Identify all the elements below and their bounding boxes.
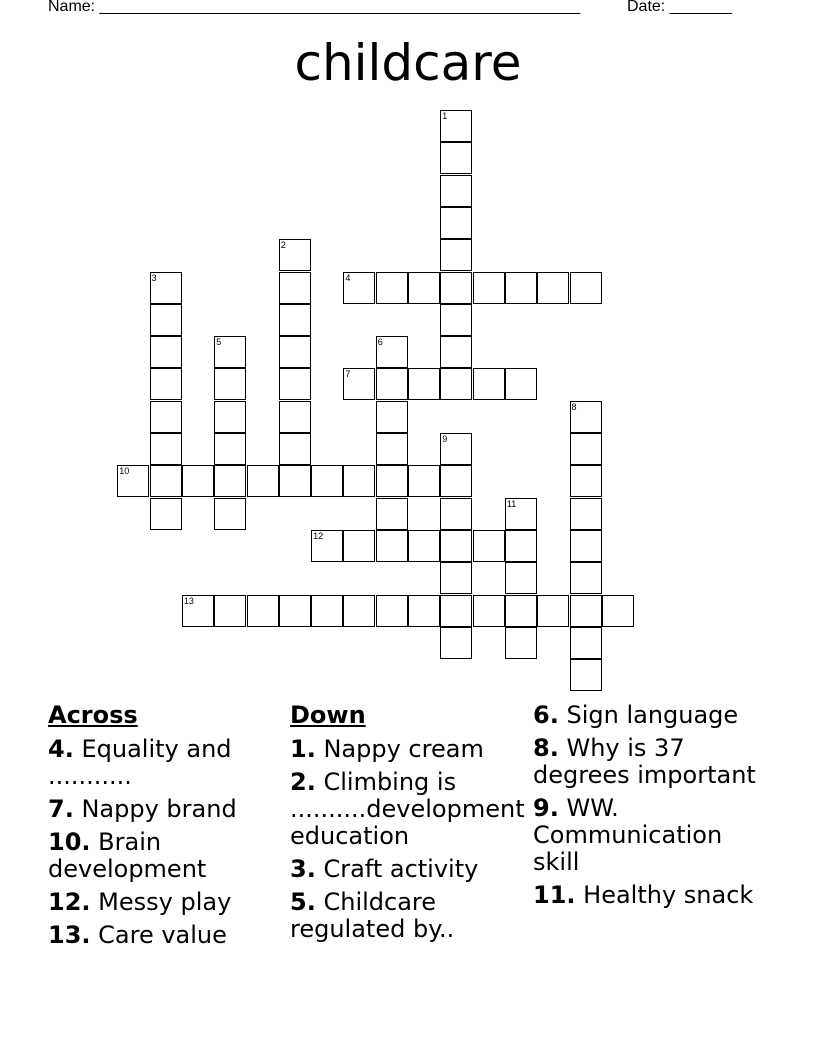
crossword-cell[interactable] (570, 433, 602, 465)
crossword-cell[interactable] (117, 465, 149, 497)
cell-number: 9 (442, 434, 448, 444)
clue-item (290, 856, 526, 883)
crossword-cell[interactable] (440, 433, 472, 465)
clue-text: Why is 37 degrees important (533, 734, 756, 789)
down-clues-continued (533, 702, 773, 915)
crossword-cell[interactable] (440, 368, 472, 400)
clue-text-continued: ..........development (290, 795, 525, 823)
crossword-cell[interactable] (279, 433, 311, 465)
crossword-cell[interactable] (440, 110, 472, 142)
crossword-cell[interactable] (311, 595, 343, 627)
clue-text: Equality and ........... (48, 735, 232, 790)
crossword-cell[interactable] (473, 595, 505, 627)
crossword-cell[interactable] (440, 336, 472, 368)
crossword-cell[interactable] (214, 465, 246, 497)
crossword-cell[interactable] (343, 272, 375, 304)
crossword-cell[interactable] (570, 498, 602, 530)
clue-number: 11. (533, 881, 576, 909)
crossword-cell[interactable] (376, 336, 408, 368)
cell-number: 13 (183, 595, 194, 606)
clue-item (48, 829, 284, 883)
name-field-label: Name: ______________________________________________________ (48, 0, 581, 15)
cell-number: 7 (345, 369, 351, 380)
clue-number: 4. (48, 735, 74, 763)
crossword-cell[interactable] (505, 562, 537, 594)
crossword-cell[interactable] (279, 401, 311, 433)
crossword-cell[interactable] (279, 272, 311, 304)
clue-number: 2. (290, 768, 316, 796)
clue-text-continued: education (290, 822, 410, 850)
crossword-cell[interactable] (440, 595, 472, 627)
cell-number: 1 (442, 111, 448, 121)
crossword-cell[interactable] (570, 627, 602, 659)
crossword-cell[interactable] (247, 595, 279, 627)
crossword-cell[interactable] (343, 465, 375, 497)
crossword-cell[interactable] (279, 368, 311, 400)
crossword-cell[interactable] (440, 207, 472, 239)
crossword-cell[interactable] (440, 530, 472, 562)
crossword-cell[interactable] (150, 336, 182, 368)
clue-number: 6. (533, 701, 559, 729)
cell-number: 4 (345, 272, 351, 283)
crossword-cell[interactable] (505, 368, 537, 400)
crossword-cell[interactable] (150, 401, 182, 433)
crossword-cell[interactable] (440, 304, 472, 336)
clue-item (290, 736, 526, 763)
crossword-cell[interactable] (376, 368, 408, 400)
clue-item (290, 889, 526, 943)
crossword-cell[interactable] (376, 465, 408, 497)
crossword-cell[interactable] (570, 401, 602, 433)
crossword-cell[interactable] (214, 498, 246, 530)
crossword-cell[interactable] (343, 530, 375, 562)
clue-item (48, 796, 284, 823)
clue-item (533, 882, 773, 909)
clue-text: Care value (98, 921, 227, 949)
crossword-cell[interactable] (570, 465, 602, 497)
crossword-cell[interactable] (440, 627, 472, 659)
across-clues (48, 702, 284, 955)
crossword-cell[interactable] (214, 401, 246, 433)
down-clues (290, 702, 526, 949)
crossword-cell[interactable] (473, 530, 505, 562)
down-heading: Down (290, 702, 366, 729)
crossword-cell[interactable] (570, 530, 602, 562)
clue-number: 10. (48, 828, 91, 856)
crossword-cell[interactable] (505, 627, 537, 659)
cell-number: 10 (119, 466, 130, 477)
crossword-cell[interactable] (376, 530, 408, 562)
crossword-cell[interactable] (343, 595, 375, 627)
clue-item (533, 735, 773, 789)
cell-number: 6 (377, 337, 383, 348)
crossword-cell[interactable] (214, 595, 246, 627)
crossword-cell[interactable] (440, 272, 472, 304)
clue-item (48, 736, 284, 790)
puzzle-title: childcare (294, 34, 522, 92)
clue-item (290, 769, 526, 796)
crossword-cell[interactable] (570, 272, 602, 304)
crossword-cell[interactable] (150, 272, 182, 304)
crossword-cell[interactable] (440, 175, 472, 207)
crossword-cell[interactable] (150, 368, 182, 400)
crossword-cell[interactable] (408, 465, 440, 497)
clue-text: Nappy brand (81, 795, 237, 823)
crossword-cell[interactable] (537, 595, 569, 627)
clue-number: 1. (290, 735, 316, 763)
crossword-cell[interactable] (505, 272, 537, 304)
crossword-cell[interactable] (440, 142, 472, 174)
crossword-cell[interactable] (182, 465, 214, 497)
crossword-cell[interactable] (440, 239, 472, 271)
clue-number: 5. (290, 888, 316, 916)
crossword-cell[interactable] (505, 498, 537, 530)
clue-text: Healthy snack (583, 881, 754, 909)
crossword-cell[interactable] (408, 368, 440, 400)
crossword-cell[interactable] (376, 401, 408, 433)
clue-number: 3. (290, 855, 316, 883)
crossword-cell[interactable] (311, 465, 343, 497)
crossword-cell[interactable] (150, 433, 182, 465)
crossword-cell[interactable] (376, 433, 408, 465)
cell-number: 3 (151, 272, 157, 283)
crossword-cell[interactable] (214, 368, 246, 400)
clue-number: 7. (48, 795, 74, 823)
crossword-cell[interactable] (570, 562, 602, 594)
clue-text: Childcare regulated by.. (290, 888, 455, 943)
clue-number: 13. (48, 921, 91, 949)
crossword-cell[interactable] (376, 272, 408, 304)
crossword-cell[interactable] (150, 304, 182, 336)
crossword-cell[interactable] (537, 272, 569, 304)
cell-number: 12 (313, 530, 324, 541)
crossword-cell[interactable] (505, 530, 537, 562)
crossword-cell[interactable] (440, 562, 472, 594)
crossword-cell[interactable] (279, 239, 311, 271)
crossword-cell[interactable] (279, 336, 311, 368)
crossword-cell[interactable] (182, 595, 214, 627)
clue-text: Nappy cream (323, 735, 484, 763)
clue-text: Craft activity (323, 855, 479, 883)
clue-item (533, 795, 773, 876)
crossword-cell[interactable] (440, 498, 472, 530)
crossword-cell[interactable] (279, 465, 311, 497)
clue-item (533, 702, 773, 729)
cell-number: 8 (571, 401, 577, 412)
crossword-cell[interactable] (279, 595, 311, 627)
clue-text: Messy play (98, 888, 232, 916)
crossword-cell[interactable] (150, 498, 182, 530)
crossword-cell[interactable] (247, 465, 279, 497)
crossword-cell[interactable] (570, 659, 602, 691)
crossword-cell[interactable] (473, 272, 505, 304)
crossword-cell[interactable] (408, 595, 440, 627)
crossword-cell[interactable] (279, 304, 311, 336)
clue-item (48, 889, 284, 916)
clue-text: Sign language (566, 701, 739, 729)
clue-text: WW. Communication skill (533, 794, 723, 876)
crossword-cell[interactable] (440, 465, 472, 497)
crossword-cell[interactable] (343, 368, 375, 400)
crossword-cell[interactable] (408, 272, 440, 304)
crossword-cell[interactable] (505, 595, 537, 627)
clue-text: Brain development (48, 828, 207, 883)
clue-number: 8. (533, 734, 559, 762)
crossword-cell[interactable] (602, 595, 634, 627)
crossword-cell[interactable] (570, 595, 602, 627)
crossword-cell[interactable] (150, 465, 182, 497)
clue-item (48, 922, 284, 949)
clue-text: Climbing is (323, 768, 457, 796)
across-heading: Across (48, 701, 138, 729)
crossword-cell[interactable] (473, 368, 505, 400)
crossword-cell[interactable] (408, 530, 440, 562)
date-field-label: Date: _______ (627, 0, 732, 15)
crossword-cell[interactable] (311, 530, 343, 562)
crossword-cell[interactable] (214, 433, 246, 465)
cell-number: 5 (216, 337, 222, 348)
cell-number: 2 (280, 240, 286, 251)
crossword-cell[interactable] (376, 595, 408, 627)
clue-number: 12. (48, 888, 91, 916)
crossword-cell[interactable] (214, 336, 246, 368)
clue-number: 9. (533, 794, 559, 822)
cell-number: 11 (506, 498, 517, 509)
crossword-cell[interactable] (376, 498, 408, 530)
